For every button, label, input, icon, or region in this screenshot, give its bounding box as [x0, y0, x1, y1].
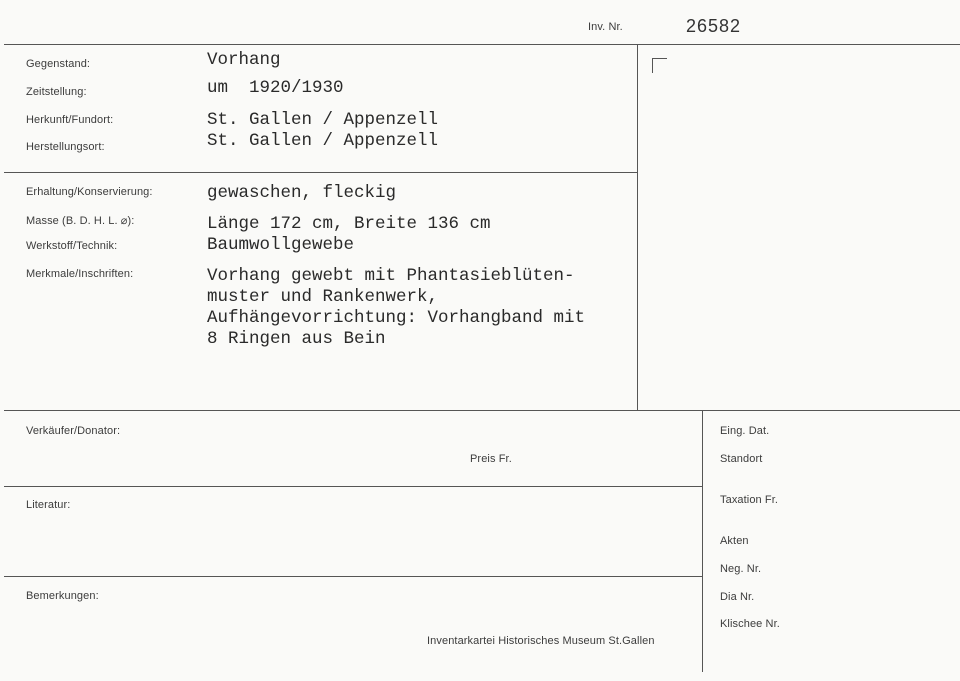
- masse-label: Masse (B. D. H. L. ⌀):: [26, 215, 135, 227]
- herkunft-value: St. Gallen / Appenzell: [207, 110, 439, 130]
- werkstoff-value: Baumwollgewebe: [207, 235, 355, 255]
- akten-label: Akten: [720, 535, 749, 547]
- top-border-line: [4, 44, 960, 45]
- merkmale-line: Aufhängevorrichtung: Vorhangband mit: [207, 308, 586, 328]
- gegenstand-value: Vorhang: [207, 50, 281, 70]
- masse-value: Länge 172 cm, Breite 136 cm: [207, 214, 491, 234]
- zeitstellung-label: Zeitstellung:: [26, 86, 87, 98]
- merkmale-line: Vorhang gewebt mit Phantasieblüten-: [207, 266, 575, 286]
- zeitstellung-value: um 1920/1930: [207, 78, 344, 98]
- erhaltung-value: gewaschen, fleckig: [207, 183, 397, 203]
- erhaltung-label: Erhaltung/Konservierung:: [26, 186, 153, 198]
- neg-nr-label: Neg. Nr.: [720, 563, 762, 575]
- inv-nr-label: Inv. Nr.: [588, 21, 623, 33]
- standort-label: Standort: [720, 453, 763, 465]
- right-column-divider: [702, 410, 703, 672]
- middle-border-line: [4, 410, 960, 411]
- herkunft-label: Herkunft/Fundort:: [26, 114, 114, 126]
- klischee-nr-label: Klischee Nr.: [720, 618, 780, 630]
- photo-corner-mark: [652, 58, 667, 73]
- verkaeufer-divider: [4, 486, 702, 487]
- bemerkungen-label: Bemerkungen:: [26, 590, 99, 602]
- preis-label: Preis Fr.: [470, 453, 512, 465]
- herstellungsort-label: Herstellungsort:: [26, 141, 105, 153]
- literatur-label: Literatur:: [26, 499, 71, 511]
- gegenstand-label: Gegenstand:: [26, 58, 91, 70]
- merkmale-label: Merkmale/Inschriften:: [26, 268, 134, 280]
- merkmale-line: muster und Rankenwerk,: [207, 287, 439, 307]
- center-divider-line: [637, 44, 638, 410]
- werkstoff-label: Werkstoff/Technik:: [26, 240, 118, 252]
- verkaeufer-label: Verkäufer/Donator:: [26, 425, 121, 437]
- inv-number: 26582: [686, 16, 742, 36]
- eing-dat-label: Eing. Dat.: [720, 425, 770, 437]
- card-footer: Inventarkartei Historisches Museum St.Gallen: [427, 635, 655, 647]
- merkmale-line: 8 Ringen aus Bein: [207, 329, 386, 349]
- dia-nr-label: Dia Nr.: [720, 591, 755, 603]
- section-divider-line: [4, 172, 638, 173]
- taxation-label: Taxation Fr.: [720, 494, 779, 506]
- literatur-divider: [4, 576, 702, 577]
- herstellungsort-value: St. Gallen / Appenzell: [207, 131, 439, 151]
